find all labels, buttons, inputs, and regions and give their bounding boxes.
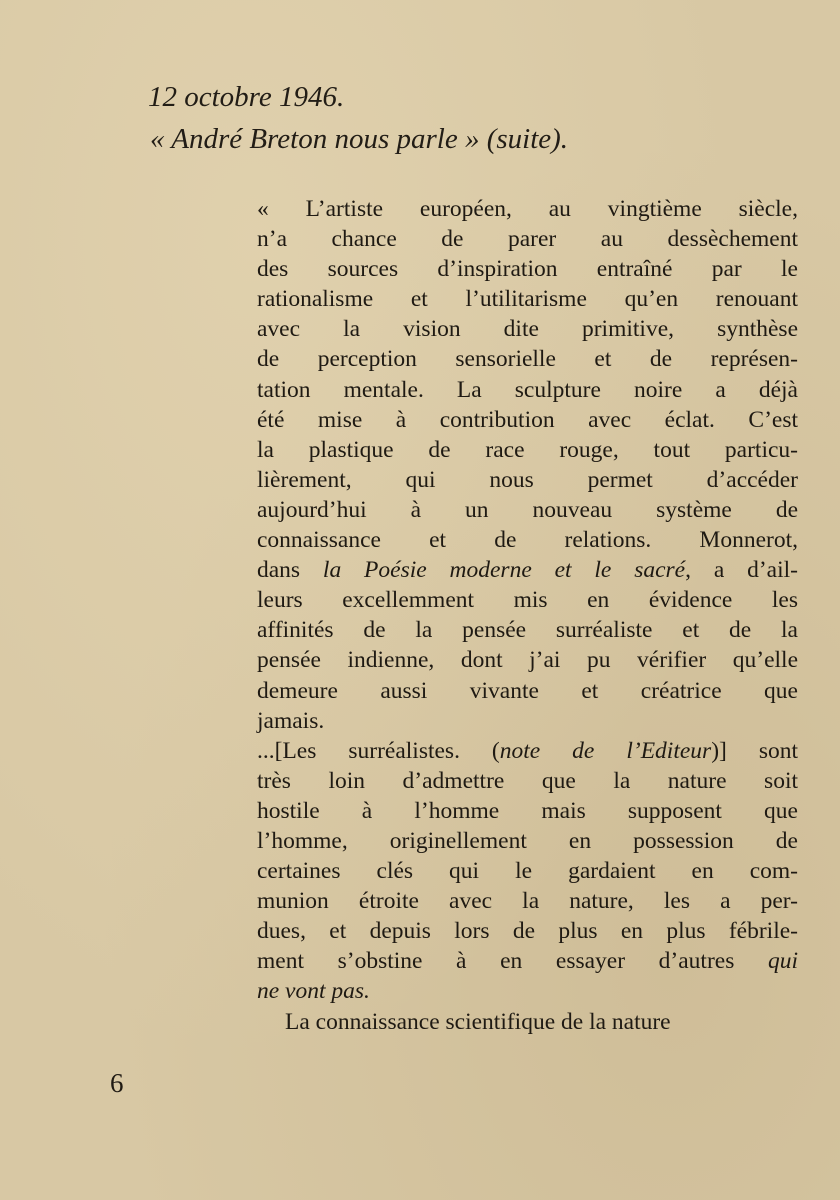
book-title: la Poésie moderne et le sacré xyxy=(322,557,686,584)
text-line: n’a chance de parer au dessèchement xyxy=(257,226,798,253)
text-run: ment s’obstine à en essayer d’autres xyxy=(257,948,768,975)
page-header xyxy=(148,76,568,160)
text-line: la plastique de race rouge, tout particu- xyxy=(257,436,798,463)
text-line: l’homme, originellement en possession de xyxy=(257,827,798,854)
text-run: )] sont xyxy=(711,737,798,764)
text-line: aujourd’hui à un nouveau système de xyxy=(257,496,798,523)
italic-run: qui xyxy=(767,948,798,975)
text-line: pensée indienne, dont j’ai pu vérifier qu’elle xyxy=(257,647,798,674)
entry-date: 12 octobre 1946. xyxy=(148,81,345,113)
text-line: ne vont pas. xyxy=(257,978,370,1005)
text-line: jamais. xyxy=(257,707,325,734)
text-line: lièrement, qui nous permet d’accéder xyxy=(257,466,798,493)
text-line: rationalisme et l’utilitarisme qu’en renouant xyxy=(257,286,798,313)
text-line: demeure aussi vivante et créatrice que xyxy=(257,677,798,704)
text-line: La connaissance scientifique de la nature xyxy=(285,1008,671,1035)
text-run: , a d’ail- xyxy=(685,557,798,584)
text-line: été mise à contribution avec éclat. C’est xyxy=(257,406,798,433)
text-line: des sources d’inspiration entraîné par le xyxy=(257,256,798,283)
text-run: dans xyxy=(257,557,323,584)
text-line: très loin d’admettre que la nature soit xyxy=(257,767,798,794)
text-line: de perception sensorielle et de représen- xyxy=(257,346,798,373)
text-line-italic-end xyxy=(257,946,798,976)
entry-subtitle: « André Breton nous parle » (suite). xyxy=(150,123,569,155)
text-line: munion étroite avec la nature, les a per- xyxy=(257,888,798,915)
text-line: connaissance et de relations. Monnerot, xyxy=(257,527,798,554)
editor-note: note de l’Editeur xyxy=(499,737,712,764)
text-line-editor-note xyxy=(257,736,798,766)
text-line: affinités de la pensée surréaliste et de la xyxy=(257,617,798,644)
text-line: hostile à l’homme mais supposent que xyxy=(257,797,798,824)
text-line: certaines clés qui le gardaient en com- xyxy=(257,858,798,885)
body-text xyxy=(257,194,798,1037)
text-line: « L’artiste européen, au vingtième siècle, xyxy=(257,196,798,222)
text-line: tation mentale. La sculpture noire a déjà xyxy=(257,376,798,403)
text-line: leurs excellemment mis en évidence les xyxy=(257,587,798,614)
text-line-with-title xyxy=(257,555,798,585)
page-number: 6 xyxy=(110,1068,124,1098)
text-run: ...[Les surréalistes. ( xyxy=(257,737,500,764)
text-line: dues, et depuis lors de plus en plus fébrile- xyxy=(257,918,798,945)
text-line: avec la vision dite primitive, synthèse xyxy=(257,316,798,343)
